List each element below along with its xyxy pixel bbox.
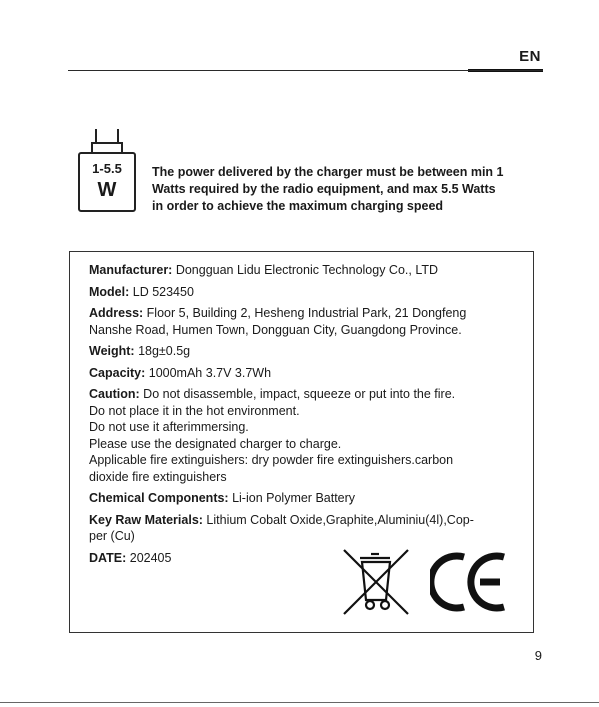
capacity-row	[89, 365, 521, 382]
model-value: LD 523450	[129, 284, 194, 299]
weight-key: Weight:	[89, 344, 135, 358]
language-code: EN	[519, 48, 541, 65]
page-number: 9	[534, 648, 542, 663]
caution-line: Applicable fire extinguishers: dry powder fire extinguishers.carbon	[89, 453, 454, 467]
caution-row	[89, 386, 521, 485]
address-key: Address:	[89, 306, 144, 320]
date-key: DATE:	[89, 550, 127, 565]
weight-value: 18g±0.5g	[134, 344, 191, 358]
charger-note-line: in order to achieve the maximum charging speed	[152, 199, 444, 213]
caution-line: dioxide fire extinguishers	[89, 469, 227, 484]
chemical-row	[89, 490, 521, 507]
address-value-line2: Nanshe Road, Humen Town, Dongguan City, Guangdong Province.	[89, 322, 462, 337]
bottom-rule	[0, 702, 599, 703]
charger-plug-icon	[78, 125, 136, 215]
caution-line: Please use the designated charger to charge.	[89, 436, 342, 451]
capacity-value: 1000mAh 3.7V 3.7Wh	[145, 365, 272, 380]
caution-line: Do not place it in the hot environment.	[89, 403, 300, 418]
model-key: Model:	[89, 284, 130, 299]
address-row	[89, 305, 521, 338]
date-value: 202405	[126, 550, 172, 565]
charger-note-line: Watts required by the radio equipment, and max 5.5 Watts	[152, 182, 496, 196]
manufacturer-key: Manufacturer:	[89, 263, 173, 277]
address-value: Floor 5, Building 2, Hesheng Industrial Park, 21 Dongfeng	[143, 306, 467, 320]
caution-key: Caution:	[89, 387, 140, 401]
ce-mark-icon	[430, 552, 508, 617]
charger-note	[152, 164, 537, 215]
raw-materials-key: Key Raw Materials:	[89, 512, 203, 527]
manufacturer-row	[89, 262, 521, 279]
charger-range-label: 1-5.5	[92, 161, 122, 176]
model-row	[89, 284, 521, 301]
weight-row	[89, 343, 521, 360]
raw-materials-value: Lithium Cobalt Oxide,Graphite,Aluminiu(4l),Cop-	[202, 512, 474, 527]
crossed-out-wheelie-bin-icon	[340, 548, 412, 621]
caution-value: Do not disassemble, impact, squeeze or put into the fire.	[139, 387, 456, 401]
chemical-value: Li-ion Polymer Battery	[228, 491, 356, 505]
raw-materials-row	[89, 512, 521, 545]
raw-materials-value-line2: per (Cu)	[89, 529, 135, 543]
charger-unit-label: W	[97, 179, 117, 201]
header-rule	[68, 70, 543, 71]
specs-box	[69, 251, 534, 633]
charger-note-line: The power delivered by the charger must be between min 1	[152, 165, 504, 179]
capacity-key: Capacity:	[89, 365, 146, 380]
specs-list	[89, 262, 521, 571]
caution-line: Do not use it afterimmersing.	[89, 420, 249, 434]
chemical-key: Chemical Components:	[89, 491, 229, 505]
manufacturer-value: Dongguan Lidu Electronic Technology Co., LTD	[172, 263, 439, 277]
